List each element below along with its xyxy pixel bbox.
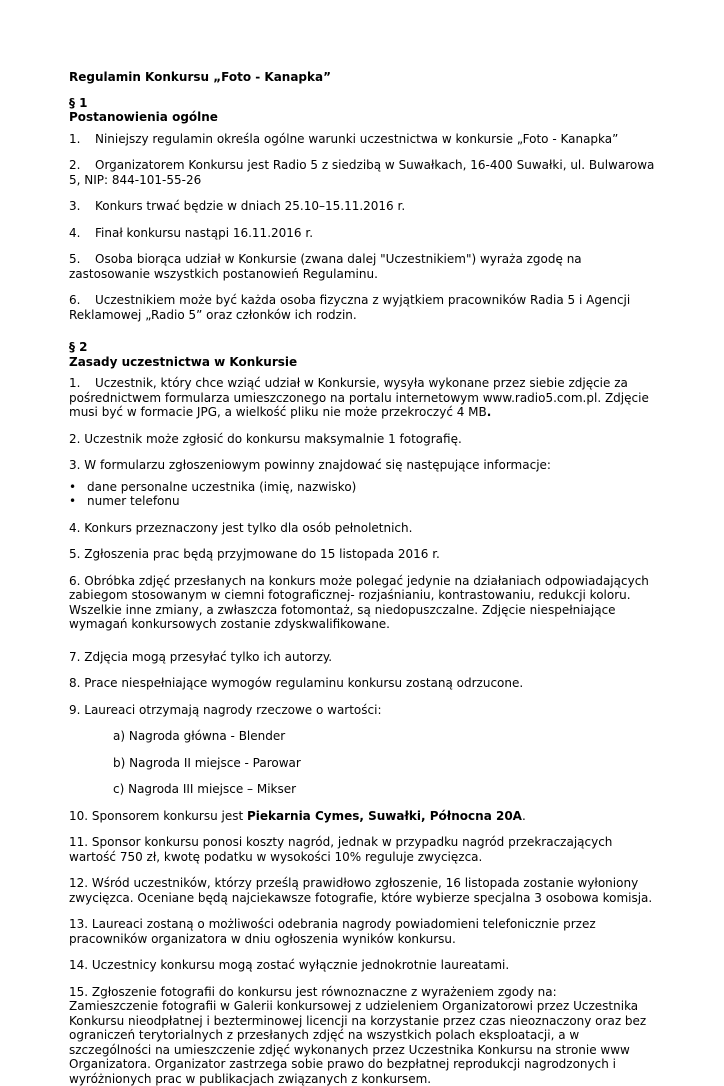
s2-item-3: 3. W formularzu zgłoszeniowym powinny znajdować się następujące informacje:: [69, 458, 551, 472]
s1-item-1: 1. Niniejszy regulamin określa ogólne warunki uczestnictwa w konkursie „Foto - Kanapka”: [69, 131, 619, 146]
s2-item-14: 14. Uczestnicy konkursu mogą zostać wyłącznie jednokrotnie laureatami.: [69, 958, 510, 972]
s2-item-4: 4. Konkurs przeznaczony jest tylko dla osób pełnoletnich.: [69, 520, 413, 535]
sponsor-name: Piekarnia Cymes, Suwałki, Północna 20A: [246, 808, 522, 823]
section-2-number: § 2: [69, 340, 88, 354]
prize-item: c) Nagroda III miejsce – Mikser: [113, 782, 297, 796]
s1-item-2: 2. Organizatorem Konkursu jest Radio 5 z siedzibą w Suwałkach, 16-400 Suwałki, ul. Bulwarowa 5, NIP: 844-101-55-26: [69, 158, 655, 187]
s2-item-11: 11. Sponsor konkursu ponosi koszty nagród, jednak w przypadku nagród przekraczających wartość 750 zł, kwotę podatku w wysokości 10% reguluje zwycięzca.: [69, 835, 613, 864]
s2-item-15: 15. Zgłoszenie fotografii do konkursu jest równoznaczne z wyrażeniem zgody na:: [69, 984, 557, 999]
s1-item-5: 5. Osoba biorąca udział w Konkursie (zwana dalej "Uczestnikiem") wyraża zgodę na zastosowanie wszystkich postanowień Regulaminu.: [69, 252, 582, 281]
document-title: Regulamin Konkursu „Foto - Kanapka”: [69, 70, 331, 84]
s2-item-1: 1. Uczestnik, który chce wziąć udział w Konkursie, wysyła wykonane przez siebie zdjęcie za pośrednictwem formularza umieszczonego na portalu internetowym www.radio5.com.pl. Zdjęcie musi być w formacie JPG, a wielkość pliku nie może przekroczyć 4 MB.: [69, 376, 649, 419]
list-item: • numer telefonu: [69, 494, 180, 508]
section-2-heading: Zasady uczestnictwa w Konkursie: [69, 354, 298, 369]
s1-item-3: 3. Konkurs trwać będzie w dniach 25.10–15.11.2016 r.: [69, 199, 406, 213]
regulations-text: [69, 70, 659, 1086]
s1-item-4: 4. Finał konkursu nastąpi 16.11.2016 r.: [69, 225, 314, 240]
s2-item-5: 5. Zgłoszenia prac będą przyjmowane do 15 listopada 2016 r.: [69, 547, 440, 561]
s2-item-2: 2. Uczestnik może zgłosić do konkursu maksymalnie 1 fotografię.: [69, 431, 462, 446]
s2-item-7: 7. Zdjęcia mogą przesyłać tylko ich autorzy.: [69, 649, 333, 664]
section-1-number: § 1: [69, 95, 88, 110]
s2-item-12: 12. Wśród uczestników, którzy prześlą prawidłowo zgłoszenie, 16 listopada zostanie wyłoniony zwycięzca. Oceniane będą najciekawsze fotografie, które wybierze specjalna 3 osobowa komisja.: [69, 876, 653, 905]
s2-item-9: 9. Laureaci otrzymają nagrody rzeczowe o wartości:: [69, 702, 382, 717]
s2-item-13: 13. Laureaci zostaną o możliwości odebrania nagrody powiadomieni telefonicznie przez pracowników organizatora w dniu ogłoszenia wyników konkursu.: [69, 917, 596, 946]
prize-item: a) Nagroda główna - Blender: [113, 729, 286, 743]
s2-item-10: 10. Sponsorem konkursu jest Piekarnia Cymes, Suwałki, Północna 20A.: [69, 808, 526, 823]
prize-item: b) Nagroda II miejsce - Parowar: [113, 755, 301, 770]
s2-item-15-consent: Zamieszczenie fotografii w Galerii konkursowej z udzieleniem Organizatorowi przez Uczestnika Konkursu nieodpłatnej i bezterminowej licencji na korzystanie przez czas nieoznaczony oraz bez ograniczeń terytorialnych z przesłanych zdjęć na wszystkich polach eksploatacji, a w szczególności na umieszczenie zdjęć wykonanych przez Uczestnika Konkursu na stronie www Organizatora. Organizator zastrzega sobie prawo do bezpłatnej reprodukcji nagrodzonych i wyróżnionych prac w publikacjach związanych z konkursem.: [69, 999, 647, 1086]
list-item: • dane personalne uczestnika (imię, nazwisko): [69, 479, 357, 494]
s2-item-6: 6. Obróbka zdjęć przesłanych na konkurs może polegać jedynie na działaniach odpowiadających zabiegom stosowanym w ciemni fotograficznej- rozjaśnianiu, kontrastowaniu, redukcji koloru. Wszelkie inne zmiany, a zwłaszcza fotomontaż, są niedopuszczalne. Zdjęcie niespełniające wymagań konkursowych zostanie zdyskwalifikowane.: [69, 573, 649, 631]
s1-item-6: 6. Uczestnikiem może być każda osoba fizyczna z wyjątkiem pracowników Radia 5 i Agencji Reklamowej „Radio 5” oraz członków ich rodzin.: [69, 293, 631, 322]
s2-item-8: 8. Prace niespełniające wymogów regulaminu konkursu zostaną odrzucone.: [69, 676, 524, 690]
section-1-heading: Postanowienia ogólne: [69, 110, 218, 124]
